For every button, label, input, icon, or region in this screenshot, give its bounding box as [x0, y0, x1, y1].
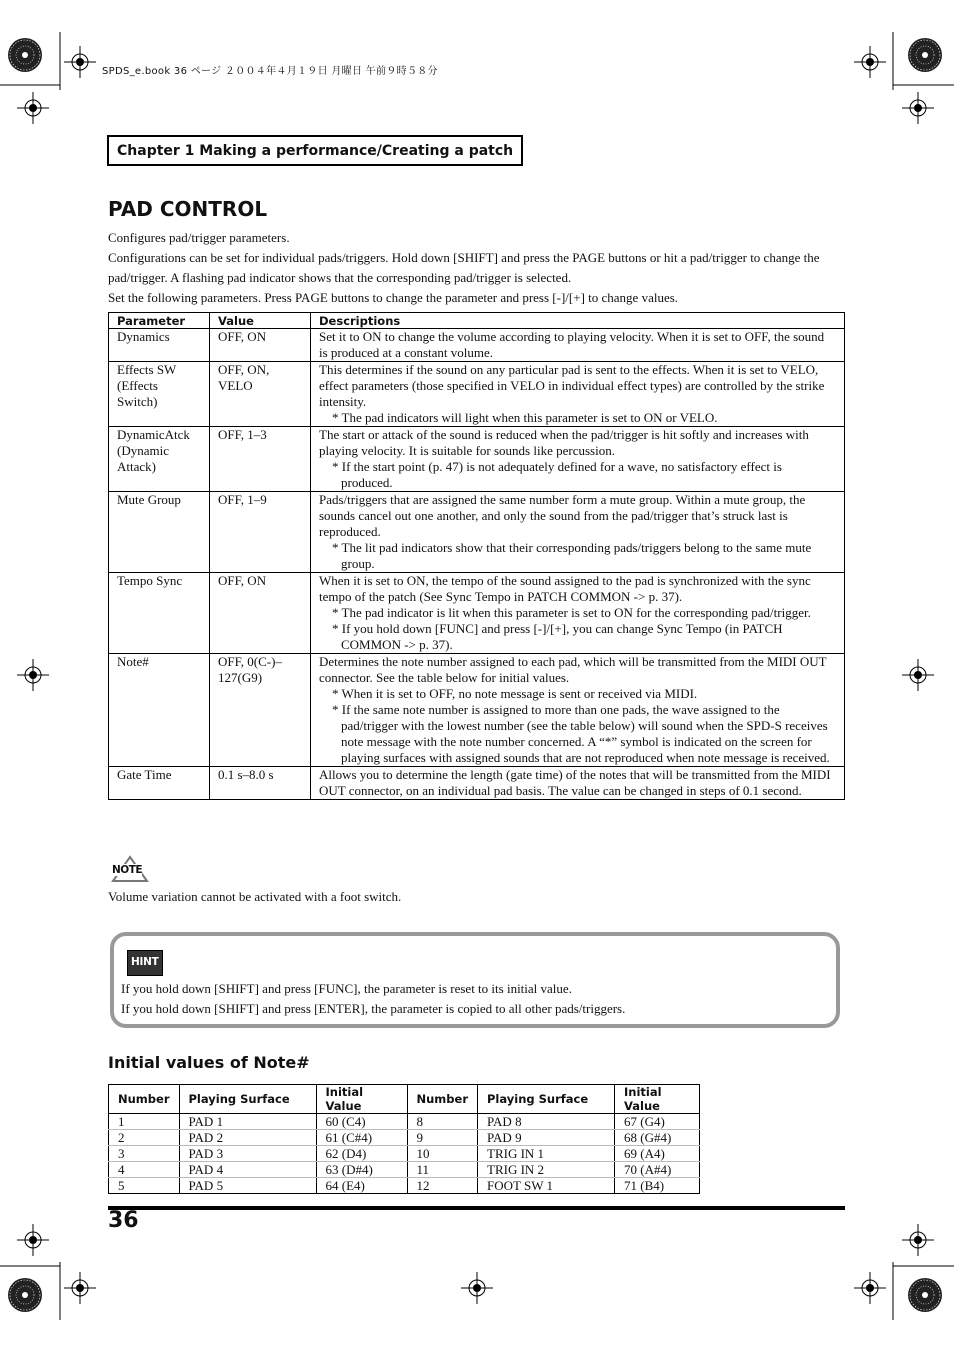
header-playing-surface: Playing Surface [179, 1085, 316, 1114]
note-text: Volume variation cannot be activated with a foot switch. [108, 889, 402, 904]
cell: PAD 9 [478, 1130, 615, 1146]
desc-text: This determines if the sound on any particular pad is sent to the effects. When it is set to VELO, effect parameters (those specified in VELO in individual effect types) are controlled by the strike intensity. [319, 362, 825, 409]
note-values-table [108, 1084, 700, 1194]
param-value: OFF, 0(C-)–127(G9) [210, 654, 311, 767]
cell: PAD 1 [179, 1114, 316, 1130]
desc-text: The start or attack of the sound is reduced when the pad/trigger is hit softly and increases with playing velocity. It is suitable for sounds like percussion. [319, 427, 809, 458]
cell: TRIG IN 1 [478, 1146, 615, 1162]
footer-rule [108, 1206, 845, 1210]
param-description [311, 492, 845, 573]
hint-icon [127, 950, 163, 976]
cell: 69 (A4) [615, 1146, 700, 1162]
intro-paragraph-1: Configures pad/trigger parameters. [108, 230, 290, 245]
param-value: OFF, ON [210, 329, 311, 362]
desc-note: * The lit pad indicators show that their corresponding pads/triggers belong to the same mute group. [332, 540, 812, 571]
cell: 61 (C#4) [316, 1130, 407, 1146]
param-description [311, 362, 845, 427]
chapter-label [107, 135, 523, 166]
cell: 70 (A#4) [615, 1162, 700, 1178]
cell: PAD 4 [179, 1162, 316, 1178]
param-value: OFF, 1–3 [210, 427, 311, 492]
hint-line-1: If you hold down [SHIFT] and press [FUNC], the parameter is reset to its initial value. [121, 981, 572, 996]
param-name: Dynamics [109, 329, 210, 362]
header-number: Number [407, 1085, 478, 1114]
cell: 63 (D#4) [316, 1162, 407, 1178]
parameter-table [108, 312, 845, 800]
note-table-header [109, 1085, 700, 1114]
header-number: Number [109, 1085, 180, 1114]
table-row [109, 654, 845, 767]
desc-note: * The pad indicator is lit when this parameter is set to ON for the corresponding pad/trigger. [332, 605, 811, 620]
cell: 64 (E4) [316, 1178, 407, 1194]
cell: TRIG IN 2 [478, 1162, 615, 1178]
cell: 1 [109, 1114, 180, 1130]
cell: 62 (D4) [316, 1146, 407, 1162]
param-value: OFF, ON, VELO [210, 362, 311, 427]
parameter-table-header [109, 313, 845, 329]
header-initial-value: Initial Value [316, 1085, 407, 1114]
desc-text: When it is set to ON, the tempo of the sound assigned to the pad is synchronized with the sync tempo of the patch (See Sync Tempo in PATCH COMMON -> p. 37). [319, 573, 811, 604]
param-description [311, 427, 845, 492]
cell: 3 [109, 1146, 180, 1162]
table-row [109, 329, 845, 362]
desc-note: * When it is set to OFF, no note message is sent or received via MIDI. [332, 686, 698, 701]
cell: PAD 2 [179, 1130, 316, 1146]
cell: 9 [407, 1130, 478, 1146]
cell: 8 [407, 1114, 478, 1130]
param-value: OFF, ON [210, 573, 311, 654]
cell: PAD 5 [179, 1178, 316, 1194]
table-row [109, 427, 845, 492]
chapter-label-text: Chapter 1 Making a performance/Creating a patch [117, 142, 514, 159]
cell: 2 [109, 1130, 180, 1146]
param-name: Note# [109, 654, 210, 767]
cell: PAD 8 [478, 1114, 615, 1130]
note-icon-label: NOTE [112, 864, 143, 876]
hint-box [110, 932, 840, 1028]
table-row [109, 492, 845, 573]
cell: PAD 3 [179, 1146, 316, 1162]
desc-note: * If the start point (p. 47) is not adequately defined for a wave, no satisfactory effect is produced. [332, 459, 782, 490]
desc-note: * If the same note number is assigned to more than one pads, the wave assigned to the pad/trigger with the lowest number (see the table below) will sound when the SPD-S receives note message with the note number concerned. A “*” symbol is indicated on the screen for playing surfaces with assigned sounds that are not reproduced when note message is received. [332, 702, 830, 765]
cell: 71 (B4) [615, 1178, 700, 1194]
cell: 60 (C4) [316, 1114, 407, 1130]
cell: 10 [407, 1146, 478, 1162]
header-descriptions: Descriptions [311, 313, 845, 329]
table-row [109, 1114, 700, 1130]
hint-icon-label: HINT [131, 956, 159, 968]
cell: 11 [407, 1162, 478, 1178]
param-name: Effects SW (Effects Switch) [109, 362, 210, 427]
intro-paragraph-2: Configurations can be set for individual pads/triggers. Hold down [SHIFT] and press the PAGE buttons or hit a pad/trigger to change the pad/trigger. A flashing pad indicator shows that the corresponding pad/trigger is selected. [108, 250, 820, 285]
table-row [109, 1162, 700, 1178]
table-row [109, 362, 845, 427]
subsection-title: Initial values of Note# [108, 1053, 310, 1072]
cell: 5 [109, 1178, 180, 1194]
header-parameter: Parameter [109, 313, 210, 329]
param-description [311, 767, 845, 800]
cell: FOOT SW 1 [478, 1178, 615, 1194]
desc-text: Pads/triggers that are assigned the same number form a mute group. Within a mute group, the sounds cancel out one another, and only the sound from the pad/trigger that’s struck last is reproduced. [319, 492, 806, 539]
desc-text: Determines the note number assigned to each pad, which will be transmitted from the MIDI OUT connector. See the table below for initial values. [319, 654, 827, 685]
header-initial-value: Initial Value [615, 1085, 700, 1114]
param-description [311, 329, 845, 362]
param-description [311, 654, 845, 767]
hint-line-2: If you hold down [SHIFT] and press [ENTER], the parameter is copied to all other pads/triggers. [121, 1001, 626, 1016]
param-description [311, 573, 845, 654]
note-icon [110, 855, 150, 888]
desc-note: * The pad indicators will light when this parameter is set to ON or VELO. [332, 410, 718, 425]
cell: 4 [109, 1162, 180, 1178]
intro-paragraph-3: Set the following parameters. Press PAGE buttons to change the parameter and press [-]/[+] to change values. [108, 290, 679, 305]
cell: 12 [407, 1178, 478, 1194]
param-name: Mute Group [109, 492, 210, 573]
param-name: Gate Time [109, 767, 210, 800]
param-name: DynamicAtck (Dynamic Attack) [109, 427, 210, 492]
table-row [109, 1146, 700, 1162]
param-value: OFF, 1–9 [210, 492, 311, 573]
desc-text: Allows you to determine the length (gate time) of the notes that will be transmitted from the MIDI OUT connector, on an individual pad basis. The value can be changed in steps of 0.1 second. [319, 767, 831, 798]
table-row [109, 1178, 700, 1194]
cell: 67 (G4) [615, 1114, 700, 1130]
print-header: SPDS_e.book 36 ページ ２００４年４月１９日 月曜日 午前９時５８分 [102, 66, 438, 77]
cell: 68 (G#4) [615, 1130, 700, 1146]
section-title: PAD CONTROL [108, 197, 268, 221]
param-value: 0.1 s–8.0 s [210, 767, 311, 800]
param-name: Tempo Sync [109, 573, 210, 654]
table-row [109, 1130, 700, 1146]
desc-text: Set it to ON to change the volume according to playing velocity. When it is set to OFF, the sound is produced at a constant volume. [319, 329, 825, 360]
header-playing-surface: Playing Surface [478, 1085, 615, 1114]
table-row [109, 767, 845, 800]
header-value: Value [210, 313, 311, 329]
page-number: 36 [108, 1208, 139, 1233]
table-row [109, 573, 845, 654]
desc-note: * If you hold down [FUNC] and press [-]/[+], you can change Sync Tempo (in PATCH COMMON -> p. 37). [332, 621, 783, 652]
